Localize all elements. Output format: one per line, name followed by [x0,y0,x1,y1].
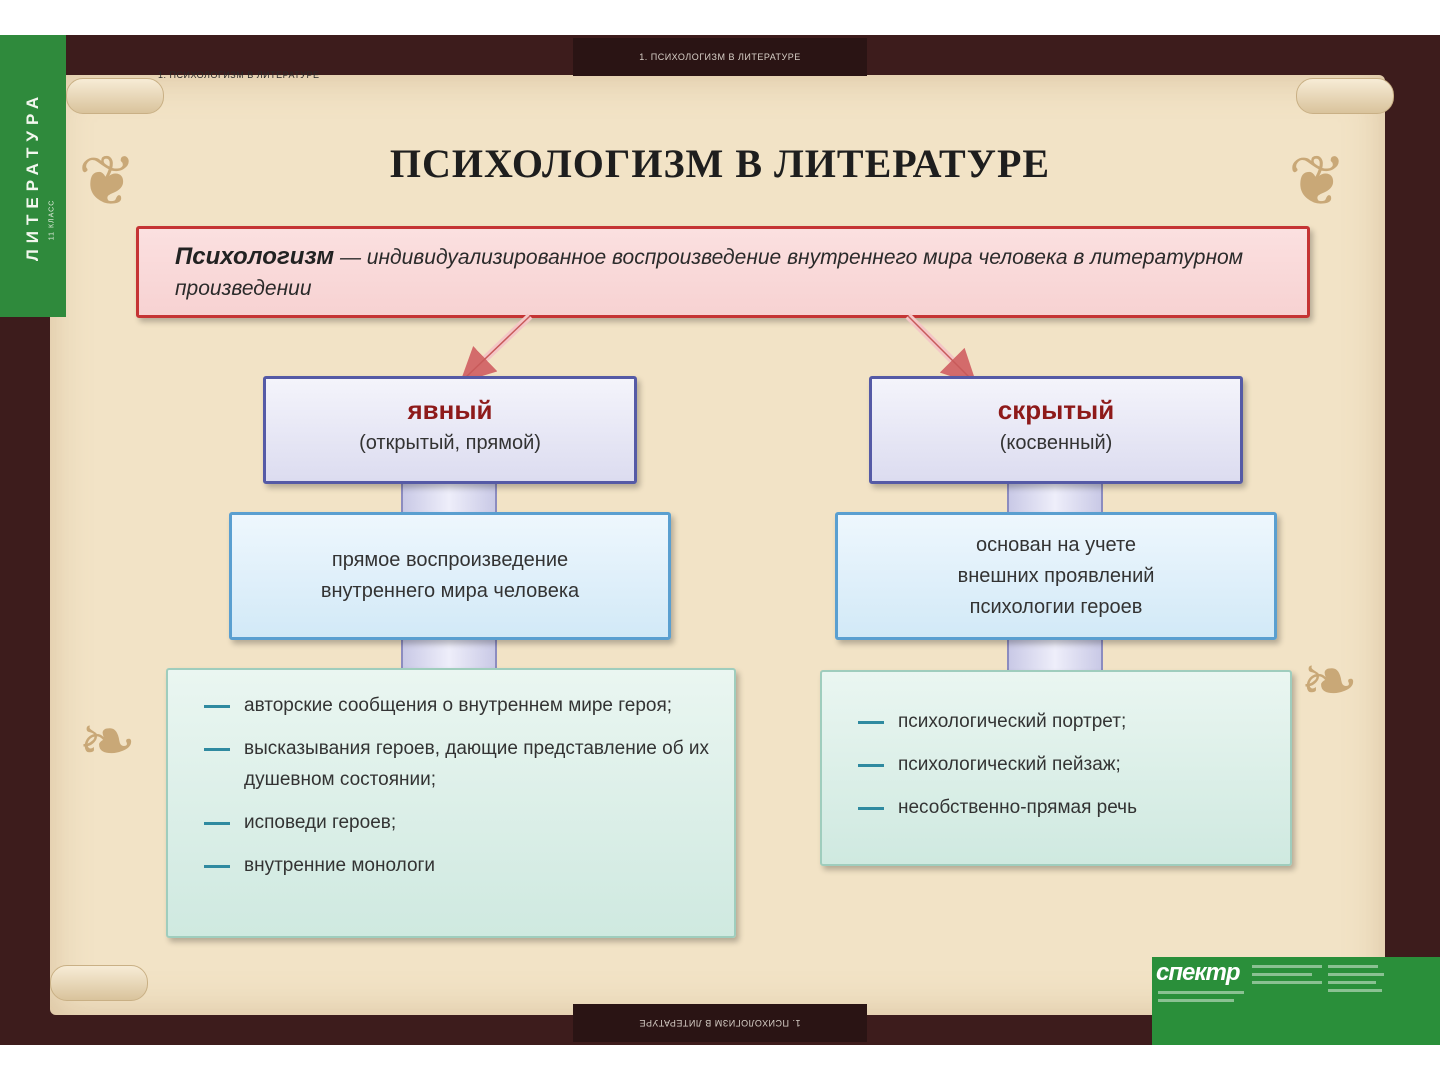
type-name-explicit: явный [407,395,493,425]
list-item: психологический портрет; [822,706,1290,737]
type-sub-hidden: (косвенный) [999,432,1113,454]
fine-print [1252,965,1322,968]
fine-print [1328,989,1382,992]
desc-line: основан на учете [975,533,1137,556]
type-box-explicit [263,376,637,484]
ornament-top-right: ❦ [1288,140,1347,222]
connector-left-1 [401,480,497,514]
desc-box-explicit [229,512,671,640]
ornament-mid-left: ❧ [78,700,137,782]
list-box-hidden [820,670,1292,866]
top-tab: 1. ПСИХОЛОГИЗМ В ЛИТЕРАТУРЕ [573,38,867,76]
dash-icon [858,764,884,767]
desc-box-hidden [835,512,1277,640]
type-name-hidden: скрытый [997,395,1115,425]
desc-line: внутреннего мира человека [320,580,580,602]
definition-text: — индивидуализированное воспроизведение внутреннего мира человека в литературном произведении [175,246,1244,300]
dash-icon [204,748,230,751]
ornament-top-left: ❦ [78,140,137,222]
publisher-block [1152,957,1440,1045]
fine-print [1252,973,1312,976]
grade-label: 11 КЛАСС [48,199,56,241]
fine-print [1328,965,1378,968]
dash-icon [204,705,230,708]
type-box-hidden [869,376,1243,484]
list-box-explicit [166,668,736,938]
dash-icon [858,807,884,810]
desc-line: внешних проявлений [957,564,1155,587]
desc-line: психологии героев [969,595,1143,618]
subject-label: ЛИТЕРАТУРА [23,90,42,262]
dash-icon [204,822,230,825]
page-title: ПСИХОЛОГИЗМ В ЛИТЕРАТУРЕ [389,141,1051,186]
type-sub-explicit: (открытый, прямой) [359,432,541,454]
connector-left-2 [401,636,497,670]
definition-term: Психологизм [175,243,335,270]
fine-print [1328,981,1376,984]
bottom-tab: 1. ПСИХОЛОГИЗМ В ЛИТЕРАТУРЕ [573,1004,867,1042]
connector-right-1 [1007,480,1103,514]
dash-icon [204,865,230,868]
fine-print [1252,981,1322,984]
list-item: высказывания героев, дающие представление об их душевном состоянии; [168,733,734,795]
desc-line: прямое воспроизведение [331,549,569,571]
list-item: исповеди героев; [168,807,734,838]
fine-print [1158,999,1234,1002]
fine-print [1328,973,1384,976]
publisher-logo: спектр [1156,959,1240,986]
list-item: психологический пейзаж; [822,749,1290,780]
ornament-mid-right: ❧ [1300,640,1359,722]
list-item: авторские сообщения о внутреннем мире героя; [168,690,734,721]
header-small: 1. ПСИХОЛОГИЗМ В ЛИТЕРАТУРЕ [158,70,320,80]
dash-icon [858,721,884,724]
list-item: внутренние монологи [168,850,734,881]
fine-print [1158,991,1244,994]
connector-right-2 [1007,636,1103,670]
list-item: несобственно-прямая речь [822,792,1290,823]
